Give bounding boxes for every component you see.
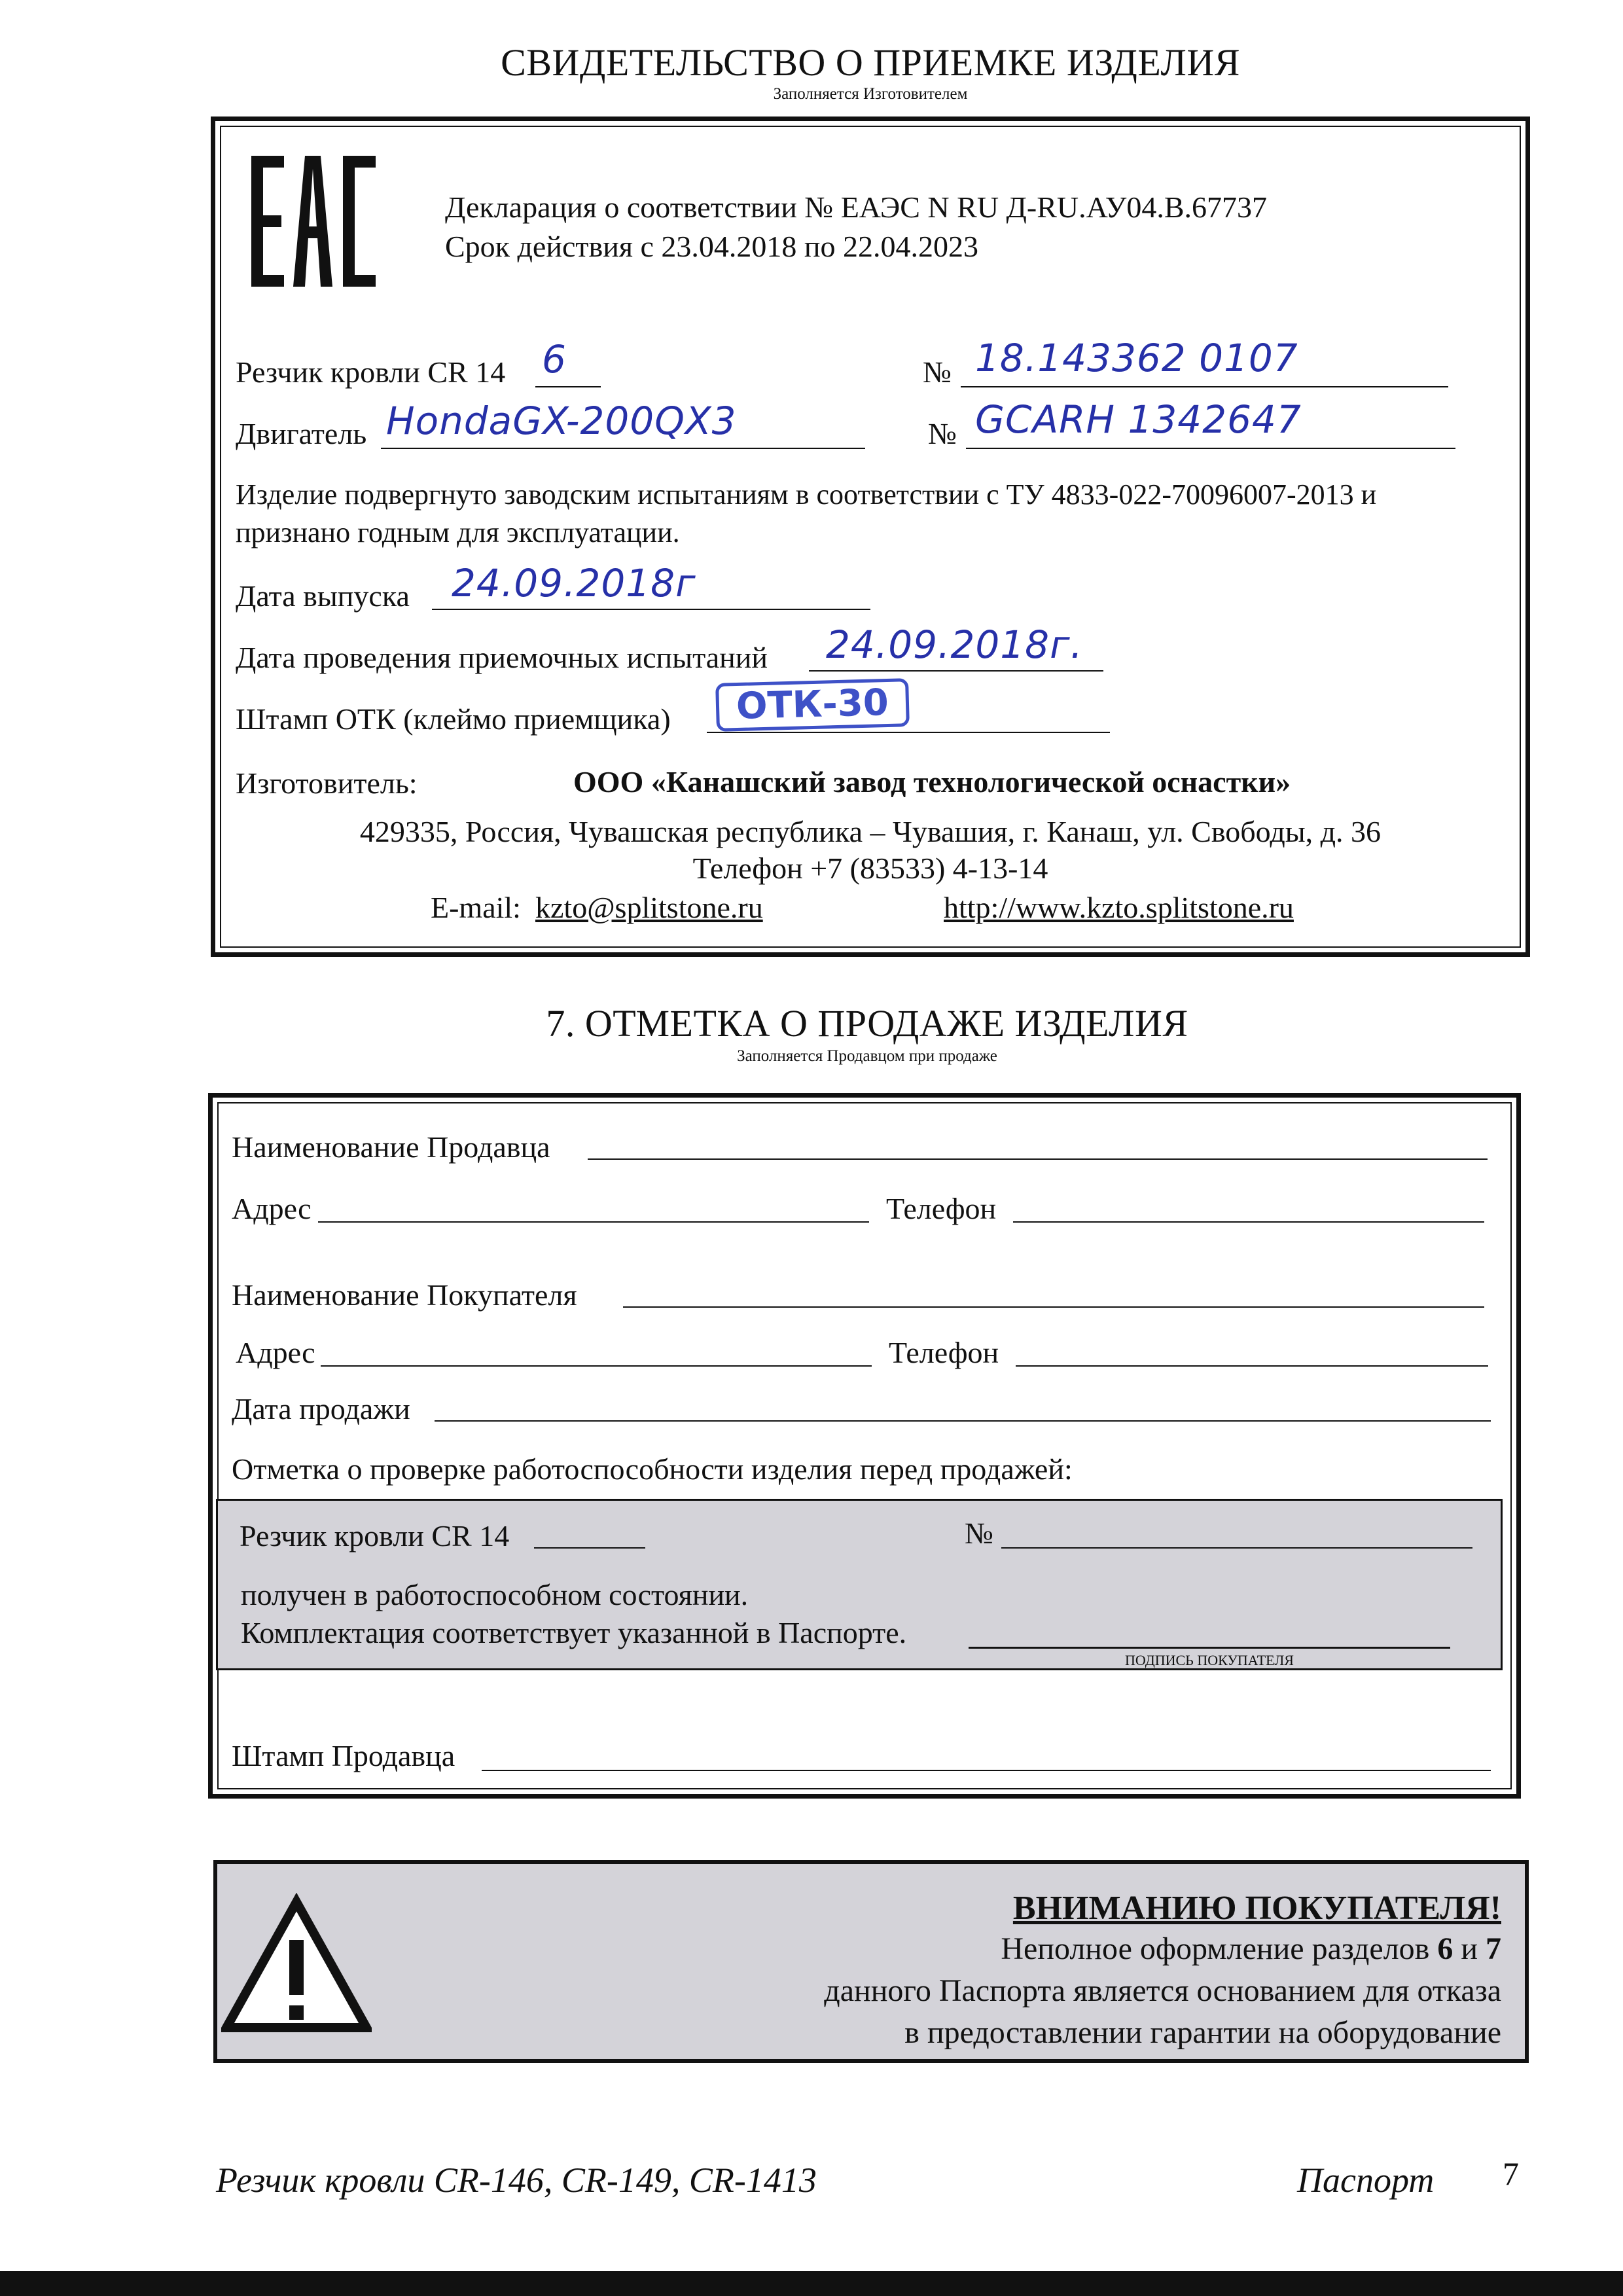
email-label: E-mail:	[431, 891, 521, 924]
check-cutter-line[interactable]	[534, 1547, 645, 1549]
buyer-signature-caption: ПОДПИСЬ ПОКУПАТЕЛЯ	[1125, 1652, 1294, 1668]
cutter-model-handwritten: 6	[542, 337, 567, 382]
release-date-line	[432, 609, 870, 610]
page-number: 7	[1503, 2155, 1519, 2192]
acceptance-test-line	[809, 670, 1103, 672]
buyer-address-line[interactable]	[321, 1365, 872, 1367]
check-received: получен в работоспособном состоянии.	[241, 1578, 749, 1611]
website-link[interactable]: http://www.kzto.splitstone.ru	[944, 891, 1294, 924]
eac-logo	[247, 149, 391, 293]
seller-address-line[interactable]	[318, 1221, 869, 1223]
engine-serial-line	[966, 448, 1455, 449]
cutter-serial-handwritten: 18.143362 0107	[975, 336, 1298, 380]
sale-frame	[208, 1093, 1521, 1799]
cutter-model-line	[535, 386, 601, 387]
otk-line	[707, 732, 1110, 733]
manufacturer-name: ООО «Канашский завод технологической оснастки»	[573, 765, 1291, 798]
seller-phone-line[interactable]	[1013, 1221, 1484, 1223]
buyer-name-line[interactable]	[623, 1306, 1484, 1308]
test-text-line1: Изделие подвергнуто заводским испытаниям в соответствии с ТУ 4833-022-70096007-2013 и	[236, 478, 1377, 511]
sale-date-line[interactable]	[435, 1420, 1491, 1422]
manufacturer-label: Изготовитель:	[236, 766, 418, 800]
seller-name-label: Наименование Продавца	[232, 1130, 550, 1164]
otk-stamp: ОТК-30	[715, 678, 910, 732]
seller-stamp-line[interactable]	[482, 1770, 1491, 1771]
engine-no-label: №	[928, 417, 957, 450]
validity-line: Срок действия с 23.04.2018 по 22.04.2023	[445, 230, 979, 263]
engine-serial-handwritten: GCARH 1342647	[975, 397, 1302, 442]
seller-name-line[interactable]	[588, 1158, 1488, 1160]
cutter-serial-line	[961, 386, 1448, 387]
check-no-label: №	[965, 1516, 993, 1550]
buyer-phone-label: Телефон	[889, 1336, 999, 1369]
engine-handwritten: HondaGX-200QX3	[386, 399, 737, 443]
sale-date-label: Дата продажи	[232, 1392, 410, 1426]
buyer-phone-line[interactable]	[1016, 1365, 1488, 1367]
cutter-no-label: №	[923, 355, 952, 389]
check-cutter-label: Резчик кровли CR 14	[240, 1519, 510, 1552]
footer-doc: Паспорт	[1297, 2161, 1435, 2200]
acceptance-test-handwritten: 24.09.2018г.	[826, 622, 1083, 667]
acceptance-subtitle: Заполняется Изготовителем	[773, 85, 968, 103]
acceptance-test-label: Дата проведения приемочных испытаний	[236, 641, 768, 674]
warning-line2: данного Паспорта является основанием для отказа	[824, 1973, 1501, 2008]
warning-line1: Неполное оформление разделов 6 и 7	[1001, 1931, 1501, 1966]
cutter-label: Резчик кровли CR 14	[236, 355, 506, 389]
seller-phone-label: Телефон	[886, 1192, 997, 1225]
engine-line	[381, 448, 865, 449]
sale-title: 7. ОТМЕТКА О ПРОДАЖЕ ИЗДЕЛИЯ	[546, 1002, 1188, 1045]
buyer-name-label: Наименование Покупателя	[232, 1278, 577, 1312]
warning-title: ВНИМАНИЮ ПОКУПАТЕЛЯ!	[1012, 1890, 1501, 1927]
check-serial-line[interactable]	[1001, 1547, 1472, 1549]
acceptance-title: СВИДЕТЕЛЬСТВО О ПРИЕМКЕ ИЗДЕЛИЯ	[501, 41, 1240, 84]
warning-line3: в предоставлении гарантии на оборудование	[904, 2015, 1501, 2050]
seller-stamp-label: Штамп Продавца	[232, 1739, 455, 1772]
check-label: Отметка о проверке работоспособности изделия перед продажей:	[232, 1452, 1073, 1486]
sale-subtitle: Заполняется Продавцом при продаже	[737, 1047, 997, 1065]
manufacturer-phone: Телефон +7 (83533) 4-13-14	[692, 852, 1048, 885]
buyer-signature-line[interactable]	[969, 1647, 1450, 1649]
buyer-address-label: Адрес	[236, 1336, 315, 1369]
release-date-label: Дата выпуска	[236, 579, 410, 613]
warning-icon	[221, 1893, 372, 2037]
footer-models: Резчик кровли CR-146, CR-149, CR-1413	[216, 2161, 817, 2200]
scan-edge	[0, 2271, 1623, 2296]
manufacturer-address: 429335, Россия, Чувашская республика – Чувашия, г. Канаш, ул. Свободы, д. 36	[359, 815, 1382, 848]
email-link[interactable]: kzto@splitstone.ru	[535, 891, 763, 924]
otk-label: Штамп ОТК (клеймо приемщика)	[236, 702, 671, 736]
check-complete: Комплектация соответствует указанной в Паспорте.	[241, 1616, 907, 1649]
seller-address-label: Адрес	[232, 1192, 312, 1225]
release-date-handwritten: 24.09.2018г	[452, 561, 696, 605]
engine-label: Двигатель	[236, 417, 367, 450]
test-text-line2: признано годным для эксплуатации.	[236, 516, 680, 548]
declaration-line: Декларация о соответствии № ЕАЭС N RU Д-RU.АУ04.В.67737	[445, 190, 1268, 224]
